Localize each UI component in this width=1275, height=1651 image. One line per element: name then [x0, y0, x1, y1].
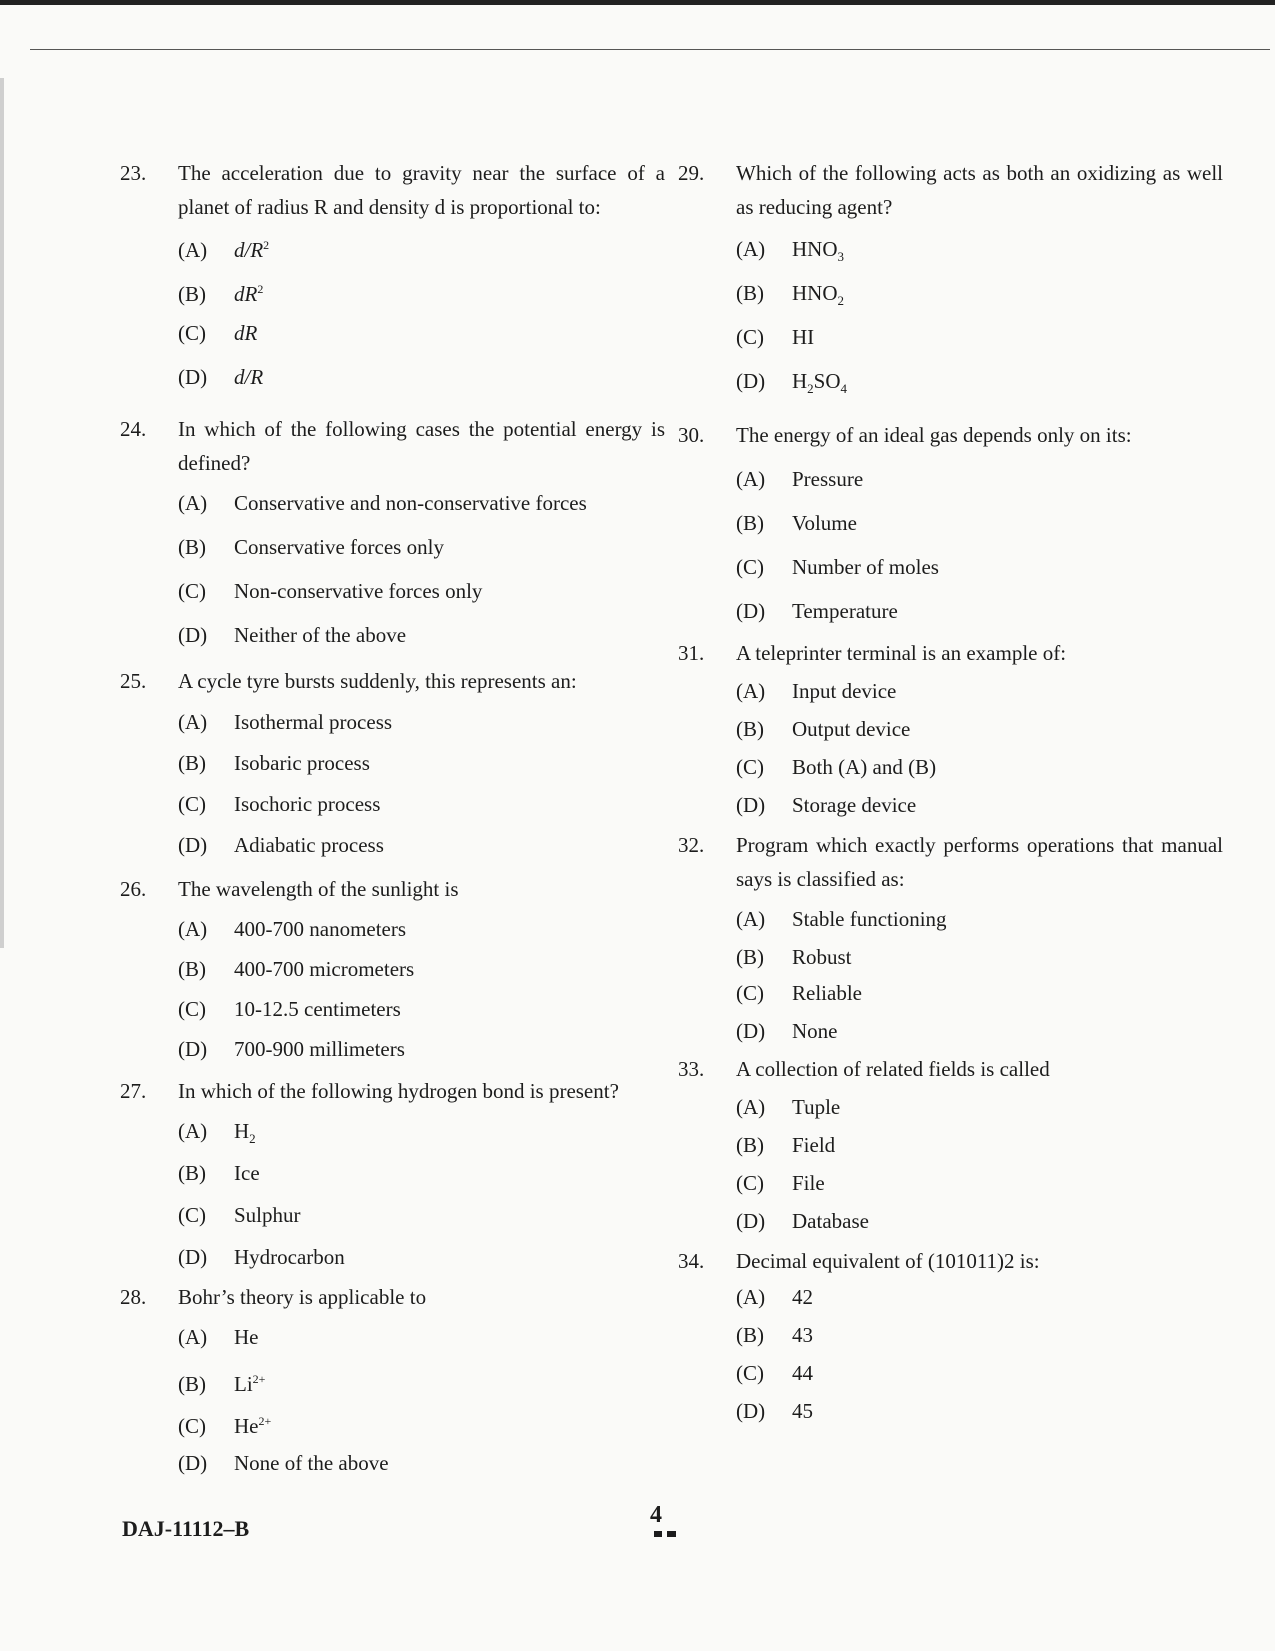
option-30d: [736, 596, 898, 626]
option-label: (B): [736, 511, 764, 535]
option-text: d/R: [234, 365, 264, 389]
option-text: 400-700 micrometers: [234, 957, 415, 981]
option-text: Isobaric process: [234, 751, 370, 775]
option-24a: [178, 488, 587, 518]
option-text: Conservative and non-conservative forces: [234, 491, 587, 515]
scan-top-edge: [0, 0, 1275, 5]
option-subscript: 2: [807, 381, 814, 396]
option-label: (D): [178, 623, 208, 647]
option-26a: [178, 914, 406, 944]
question-number: 31.: [678, 641, 705, 665]
option-label: (C): [178, 997, 206, 1021]
question-number: 24.: [120, 417, 147, 441]
option-27a: [178, 1116, 256, 1154]
question-number: 30.: [678, 423, 705, 447]
option-23c: [178, 318, 257, 348]
option-label: (D): [736, 369, 766, 393]
option-30b: [736, 508, 857, 538]
option-28b: [178, 1364, 265, 1399]
option-label: (B): [736, 945, 764, 969]
option-superscript: 2: [263, 238, 270, 252]
option-text: Robust: [792, 945, 852, 969]
option-text: Number of moles: [792, 555, 939, 579]
option-text: Tuple: [792, 1095, 841, 1119]
option-label: (A): [736, 1285, 766, 1309]
option-subscript: 2: [837, 293, 844, 308]
question-text: The acceleration due to gravity near the surface of a planet of radius R and density d is proportional to:: [178, 161, 665, 219]
option-23d: [178, 362, 263, 392]
option-label: (C): [178, 792, 206, 816]
option-label: (D): [178, 833, 208, 857]
option-31b: [736, 714, 910, 744]
paper-code: DAJ-11112–B: [122, 1516, 250, 1541]
option-24b: [178, 532, 444, 562]
option-superscript: 2+: [252, 1372, 266, 1386]
option-34b: [736, 1320, 813, 1350]
option-text: HNO: [792, 237, 838, 261]
option-text: 400-700 nanometers: [234, 917, 407, 941]
option-label: (B): [178, 282, 206, 306]
option-label: (D): [178, 365, 208, 389]
option-25d: [178, 830, 384, 860]
option-32b: [736, 942, 852, 972]
option-superscript: 2+: [258, 1414, 272, 1428]
option-label: (A): [736, 237, 766, 261]
scan-left-edge: [0, 78, 4, 948]
option-28d: [178, 1448, 389, 1478]
option-text: Both (A) and (B): [792, 755, 937, 779]
option-25b: [178, 748, 370, 778]
question-text: The energy of an ideal gas depends only on its:: [736, 423, 1132, 447]
option-label: (A): [736, 907, 766, 931]
option-text: Volume: [792, 511, 857, 535]
question-text: In which of the following cases the potential energy is defined?: [178, 417, 665, 475]
option-29c: [736, 322, 814, 352]
question-number: 28.: [120, 1285, 147, 1309]
option-27c: [178, 1200, 301, 1230]
question-text: Program which exactly performs operations that manual says is classified as:: [736, 833, 1223, 891]
option-text: He: [234, 1414, 259, 1438]
option-32c: [736, 978, 862, 1008]
option-label: (A): [178, 917, 208, 941]
option-text: Adiabatic process: [234, 833, 384, 857]
option-text: Output device: [792, 717, 911, 741]
option-text: SO: [813, 369, 841, 393]
option-24d: [178, 620, 406, 650]
option-text: Database: [792, 1209, 869, 1233]
option-label: (D): [736, 793, 766, 817]
option-label: (A): [178, 710, 208, 734]
option-label: (B): [736, 1323, 764, 1347]
question-number: 23.: [120, 161, 147, 185]
option-label: (C): [736, 1361, 764, 1385]
option-text: Input device: [792, 679, 897, 703]
option-29b: [736, 278, 844, 316]
option-text: Ice: [234, 1161, 260, 1185]
question-number: 33.: [678, 1057, 705, 1081]
option-text: 700-900 millimeters: [234, 1037, 405, 1061]
option-32a: [736, 904, 947, 934]
option-label: (B): [178, 1161, 206, 1185]
option-label: (C): [178, 321, 206, 345]
option-label: (C): [736, 325, 764, 349]
option-text: He: [234, 1325, 259, 1349]
option-text: 43: [792, 1323, 813, 1347]
question-text: In which of the following hydrogen bond is present?: [178, 1079, 619, 1103]
question-number: 25.: [120, 669, 147, 693]
option-text: dR: [234, 321, 258, 345]
option-33a: [736, 1092, 840, 1122]
option-label: (D): [178, 1037, 208, 1061]
option-label: (D): [178, 1451, 208, 1475]
option-24c: [178, 576, 482, 606]
option-text: Reliable: [792, 981, 862, 1005]
option-subscript: 2: [249, 1131, 256, 1146]
option-33d: [736, 1206, 869, 1236]
option-29a: [736, 234, 844, 272]
option-31d: [736, 790, 916, 820]
option-text: Li: [234, 1372, 253, 1396]
option-text: None of the above: [234, 1451, 389, 1475]
option-30c: [736, 552, 939, 582]
option-text: 44: [792, 1361, 813, 1385]
option-label: (B): [178, 535, 206, 559]
option-26b: [178, 954, 414, 984]
option-label: (D): [736, 1209, 766, 1233]
option-29d: [736, 366, 847, 404]
header-rule: [30, 49, 1270, 50]
option-34d: [736, 1396, 813, 1426]
option-25c: [178, 789, 380, 819]
option-34a: [736, 1282, 813, 1312]
option-33b: [736, 1130, 835, 1160]
option-label: (D): [736, 1399, 766, 1423]
option-text: 10-12.5 centimeters: [234, 997, 401, 1021]
option-label: (A): [178, 1325, 208, 1349]
option-label: (B): [736, 281, 764, 305]
option-26c: [178, 994, 401, 1024]
option-subscript: 4: [840, 381, 848, 396]
option-superscript: 2: [257, 282, 264, 296]
option-label: (C): [736, 981, 764, 1005]
option-23b: [178, 274, 263, 309]
option-25a: [178, 707, 392, 737]
question-number: 26.: [120, 877, 147, 901]
option-label: (C): [736, 555, 764, 579]
question-number: 32.: [678, 833, 705, 857]
option-23a: [178, 230, 269, 265]
option-text: dR: [234, 282, 258, 306]
option-27d: [178, 1242, 345, 1272]
option-text: Isochoric process: [234, 792, 381, 816]
question-text: A cycle tyre bursts suddenly, this represents an:: [178, 669, 577, 693]
question-text: Which of the following acts as both an oxidizing as well as reducing agent?: [736, 161, 1223, 219]
option-label: (A): [178, 1119, 208, 1143]
option-text: Hydrocarbon: [234, 1245, 345, 1269]
question-number: 29.: [678, 161, 705, 185]
option-text: HNO: [792, 281, 838, 305]
option-label: (D): [736, 599, 766, 623]
option-text: 42: [792, 1285, 813, 1309]
option-label: (B): [736, 1133, 764, 1157]
option-label: (D): [178, 1245, 208, 1269]
question-text: A teleprinter terminal is an example of:: [736, 641, 1067, 665]
option-text: Non-conservative forces only: [234, 579, 483, 603]
option-label: (A): [178, 491, 208, 515]
option-label: (C): [178, 579, 206, 603]
option-label: (B): [178, 1372, 206, 1396]
page-number-marker: [654, 1531, 676, 1537]
option-text: None: [792, 1019, 838, 1043]
option-26d: [178, 1034, 405, 1064]
option-28a: [178, 1322, 259, 1352]
option-33c: [736, 1168, 825, 1198]
page-number: 4: [650, 1502, 662, 1528]
question-number: 27.: [120, 1079, 147, 1103]
option-text: Storage device: [792, 793, 917, 817]
option-label: (D): [736, 1019, 766, 1043]
option-text: d/R: [234, 238, 264, 262]
option-text: Stable functioning: [792, 907, 947, 931]
option-text: Isothermal process: [234, 710, 393, 734]
option-text: HI: [792, 325, 815, 349]
option-34c: [736, 1358, 813, 1388]
option-text: 45: [792, 1399, 813, 1423]
option-31a: [736, 676, 896, 706]
option-text: Neither of the above: [234, 623, 407, 647]
option-label: (A): [178, 238, 208, 262]
question-number: 34.: [678, 1249, 705, 1273]
option-label: (C): [736, 1171, 764, 1195]
option-label: (C): [736, 755, 764, 779]
option-label: (C): [178, 1414, 206, 1438]
option-30a: [736, 464, 863, 494]
option-label: (B): [178, 751, 206, 775]
option-text: H: [234, 1119, 250, 1143]
option-subscript: 3: [837, 249, 844, 264]
question-text: The wavelength of the sunlight is: [178, 877, 459, 901]
option-label: (C): [178, 1203, 206, 1227]
option-31c: [736, 752, 936, 782]
option-text: Pressure: [792, 467, 864, 491]
option-label: (B): [178, 957, 206, 981]
option-text: H: [792, 369, 808, 393]
option-label: (A): [736, 467, 766, 491]
option-text: Conservative forces only: [234, 535, 444, 559]
option-32d: [736, 1016, 838, 1046]
option-text: Field: [792, 1133, 836, 1157]
option-text: Temperature: [792, 599, 898, 623]
question-text: Bohr’s theory is applicable to: [178, 1285, 427, 1309]
option-label: (A): [736, 679, 766, 703]
option-label: (A): [736, 1095, 766, 1119]
question-text: Decimal equivalent of (101011)2 is:: [736, 1249, 1040, 1273]
option-label: (B): [736, 717, 764, 741]
option-27b: [178, 1158, 260, 1188]
option-text: Sulphur: [234, 1203, 301, 1227]
question-text: A collection of related fields is called: [736, 1057, 1050, 1081]
option-28c: [178, 1406, 271, 1441]
option-text: File: [792, 1171, 825, 1195]
